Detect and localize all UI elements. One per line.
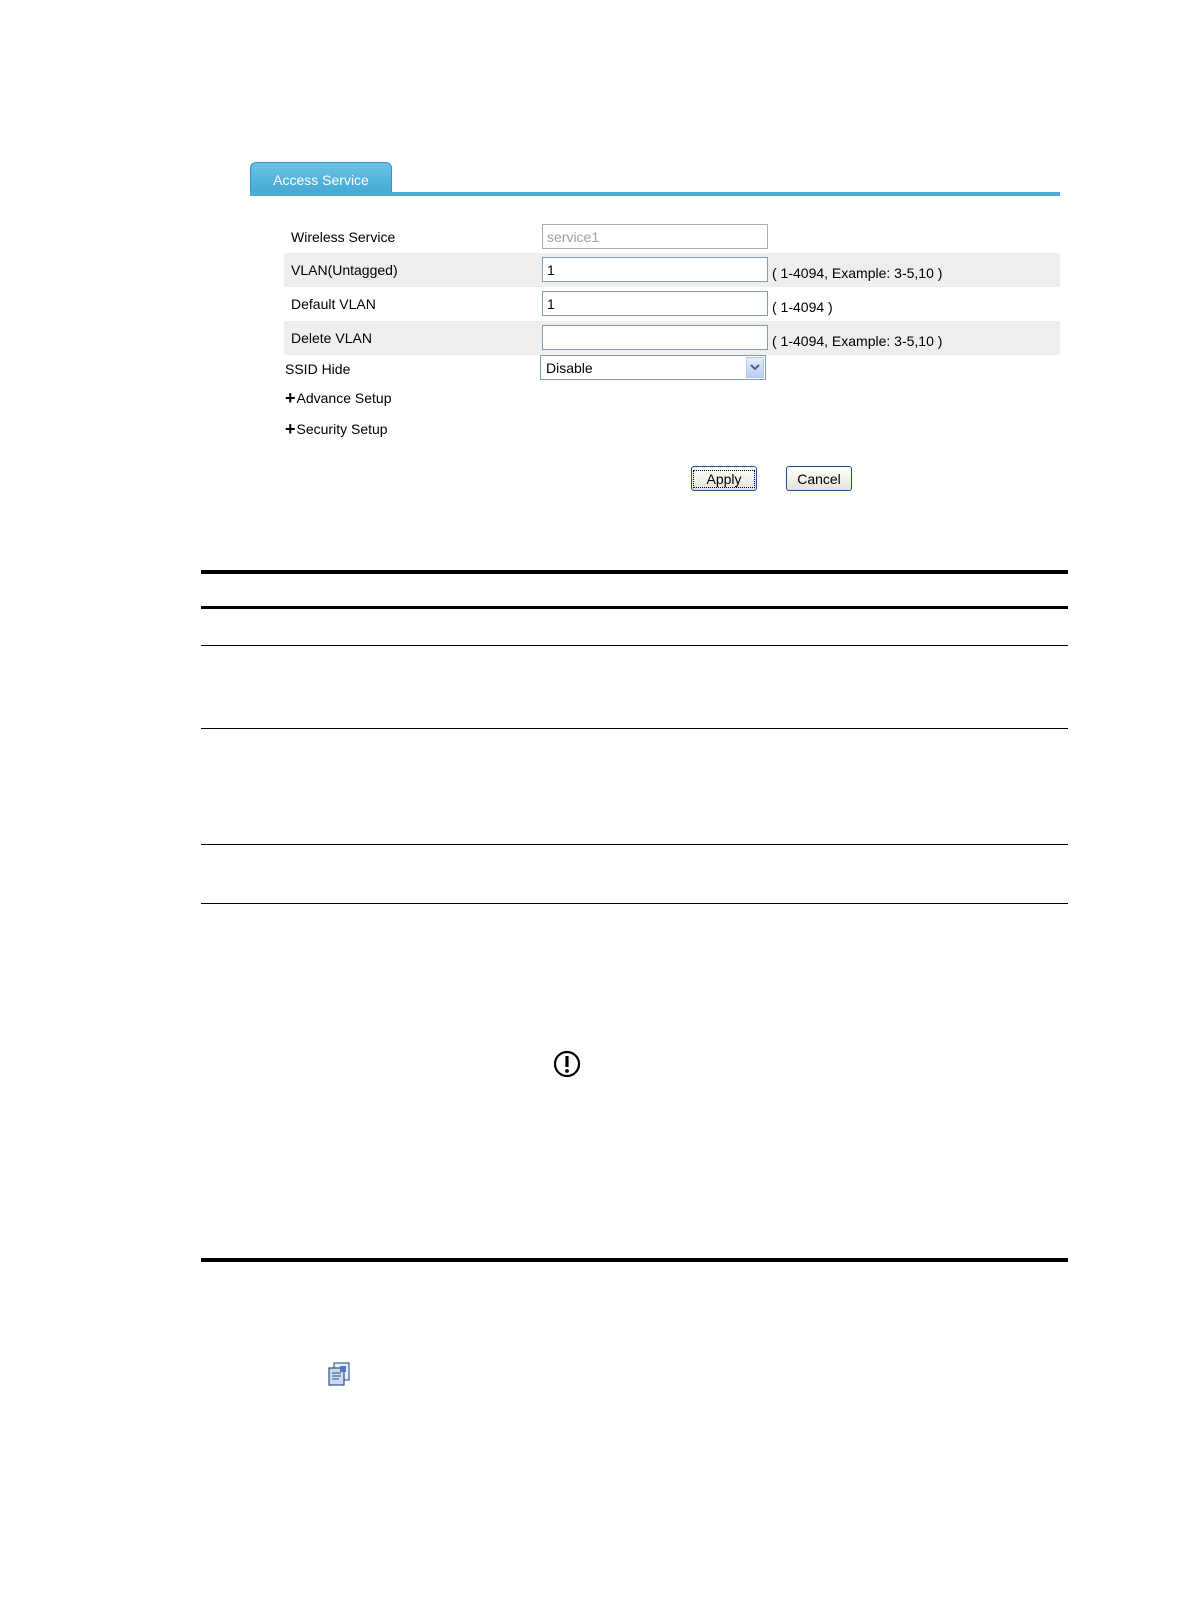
table-row-divider bbox=[201, 728, 1068, 729]
row-default-vlan bbox=[284, 287, 1060, 321]
delete-vlan-hint: ( 1-4094, Example: 3-5,10 ) bbox=[772, 333, 943, 349]
chevron-down-icon[interactable] bbox=[746, 357, 764, 378]
ssid-hide-value: Disable bbox=[546, 360, 593, 376]
delete-vlan-input[interactable] bbox=[542, 325, 768, 350]
advance-setup-label: Advance Setup bbox=[296, 390, 392, 406]
table-row-divider bbox=[201, 903, 1068, 904]
default-vlan-label: Default VLAN bbox=[291, 296, 376, 312]
cancel-button[interactable]: Cancel bbox=[786, 466, 852, 491]
row-vlan-untagged bbox=[284, 253, 1060, 287]
wireless-service-field bbox=[542, 224, 768, 249]
row-ssid-hide bbox=[284, 352, 1060, 386]
tab-label: Access Service bbox=[273, 172, 369, 188]
table-header-rule bbox=[201, 606, 1068, 609]
plus-icon: + bbox=[285, 388, 296, 408]
table-row-divider bbox=[201, 844, 1068, 845]
default-vlan-input[interactable] bbox=[542, 291, 768, 316]
vlan-untagged-hint: ( 1-4094, Example: 3-5,10 ) bbox=[772, 265, 943, 281]
tab-underline bbox=[250, 192, 1060, 196]
tab-access-service[interactable] bbox=[250, 162, 392, 196]
delete-vlan-label: Delete VLAN bbox=[291, 330, 372, 346]
security-setup-toggle[interactable] bbox=[285, 418, 388, 439]
document-icon bbox=[327, 1362, 353, 1391]
row-wireless-service bbox=[284, 220, 1060, 254]
important-icon bbox=[553, 1050, 581, 1083]
ssid-hide-label: SSID Hide bbox=[285, 361, 351, 377]
ssid-hide-select[interactable] bbox=[540, 355, 766, 380]
advance-setup-toggle[interactable] bbox=[285, 387, 391, 408]
vlan-untagged-label: VLAN(Untagged) bbox=[291, 262, 398, 278]
table-row-divider bbox=[201, 645, 1068, 646]
row-delete-vlan bbox=[284, 321, 1060, 355]
table-top-rule bbox=[201, 570, 1068, 574]
table-bottom-rule bbox=[201, 1258, 1068, 1262]
wireless-service-label: Wireless Service bbox=[291, 229, 396, 245]
security-setup-label: Security Setup bbox=[296, 421, 388, 437]
apply-button[interactable]: Apply bbox=[691, 466, 757, 491]
default-vlan-hint: ( 1-4094 ) bbox=[772, 299, 833, 315]
vlan-untagged-input[interactable] bbox=[542, 257, 768, 282]
plus-icon: + bbox=[285, 419, 296, 439]
